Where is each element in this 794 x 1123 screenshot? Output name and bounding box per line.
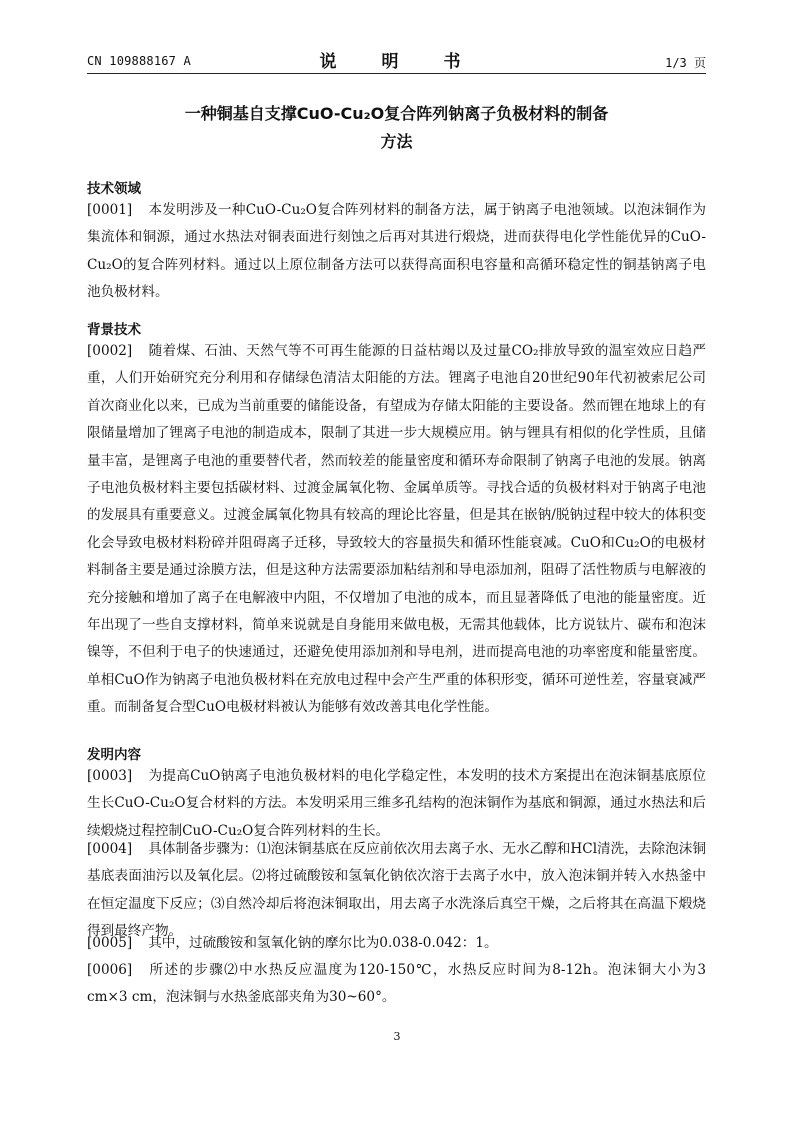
paragraph-text: 本发明涉及一种CuO-Cu₂O复合阵列材料的制备方法，属于钠离子电池领域。以泡沫铜作为集流体和铜源，通过水热法对铜表面进行刻蚀之后再对其进行煅烧，进而获得电化学性能优异的CuO-Cu₂O的复合阵列材料。通过以上原位制备方法可以获得高面积电容量和高循环稳定性的铜基钠离子电池负极材料。: [87, 202, 706, 301]
paragraph-number: [0006]: [87, 962, 133, 978]
section-heading-background: 背景技术: [87, 322, 141, 338]
paragraph-number: [0003]: [87, 768, 133, 784]
title-line-1: 一种铜基自支撑CuO-Cu₂O复合阵列钠离子负极材料的制备: [184, 104, 609, 123]
paragraph-number: [0005]: [87, 935, 133, 951]
section-heading-invention: 发明内容: [87, 747, 141, 763]
section-heading-tech-field: 技术领域: [87, 181, 141, 197]
page-number: 3: [393, 1030, 401, 1043]
paragraph-number: [0004]: [87, 841, 133, 857]
paragraph-number: [0001]: [87, 202, 133, 218]
header-doc-number: CN 109888167 A: [87, 54, 191, 68]
header-rule: [87, 73, 706, 74]
paragraph-0002: [87, 338, 706, 722]
header-page-of: 1/3 页: [665, 56, 706, 70]
paragraph-text: 随着煤、石油、天然气等不可再生能源的日益枯竭以及过量CO₂排放导致的温室效应日趋严重，人们开始研究充分利用和存储绿色清洁太阳能的方法。锂离子电池自20世纪90年代初被索尼公司首次商业化以来，已成为当前重要的储能设备，有望成为存储太阳能的主要设备。然而锂在地球上的有限储量增加了锂离子电池的制造成本，限制了其进一步大规模应用。钠与锂具有相似的化学性质，且储量丰富，是锂离子电池的重要替代者，然而较差的能量密度和循环寿命限制了钠离子电池的发展。钠离子电池负极材料主要包括碳材料、过渡金属氧化物、金属单质等。寻找合适的负极材料对于钠离子电池的发展具有重要意义。过渡金属氧化物具有较高的理论比容量，但是其在嵌钠/脱钠过程中较大的体积变化会导致电极材料粉碎并阻碍离子迁移，导致较大的容量损失和循环性能衰减。CuO和Cu₂O的电极材料制备主要是通过涂膜方法，但是这种方法需要添加粘结剂和导电添加剂，阻碍了活性物质与电解液的充分接触和增加了离子在电解液中内阻，不仅增加了电池的成本，而且显著降低了电池的能量密度。近年出现了一些自支撑材料，简单来说就是自身能用来做电极，无需其他载体，比方说钛片、碳布和泡沫镍等，不但利于电子的快速通过，还避免使用添加剂和导电剂，进而提高电池的功率密度和能量密度。单相CuO作为钠离子电池负极材料在充放电过程中会产生严重的体积形变，循环可逆性差，容量衰减严重。而制备复合型CuO电极材料被认为能够有效改善其电化学性能。: [87, 343, 706, 716]
paragraph-number: [0002]: [87, 343, 133, 359]
header-doc-type: 说 明 书: [319, 52, 475, 72]
paragraph-0006: [87, 957, 706, 1012]
title-line-2: 方法: [380, 132, 413, 151]
document-title: [87, 100, 706, 156]
paragraph-text: 具体制备步骤为：⑴泡沫铜基底在反应前依次用去离子水、无水乙醇和HCl清洗，去除泡沫铜基底表面油污以及氧化层。⑵将过硫酸铵和氢氧化钠依次溶于去离子水中，放入泡沫铜并转入水热釜中在恒定温度下反应；⑶自然冷却后将泡沫铜取出，用去离子水洗涤后真空干燥，之后将其在高温下煅烧得到最终产物。: [87, 841, 706, 940]
paragraph-text: 为提高CuO钠离子电池负极材料的电化学稳定性，本发明的技术方案提出在泡沫铜基底原位生长CuO-Cu₂O复合材料的方法。本发明采用三维多孔结构的泡沫铜作为基底和铜源，通过水热法和后续煅烧过程控制CuO-Cu₂O复合阵列材料的生长。: [87, 768, 706, 839]
paragraph-0005: [87, 930, 706, 957]
paragraph-0001: [87, 197, 706, 307]
paragraph-text: 其中，过硫酸铵和氢氧化钠的摩尔比为0.038-0.042：1。: [148, 935, 498, 951]
paragraph-0003: [87, 763, 706, 845]
paragraph-text: 所述的步骤⑵中水热反应温度为120-150℃，水热反应时间为8-12h。泡沫铜大小为3 cm×3 cm，泡沫铜与水热釜底部夹角为30~60°。: [87, 962, 706, 1006]
